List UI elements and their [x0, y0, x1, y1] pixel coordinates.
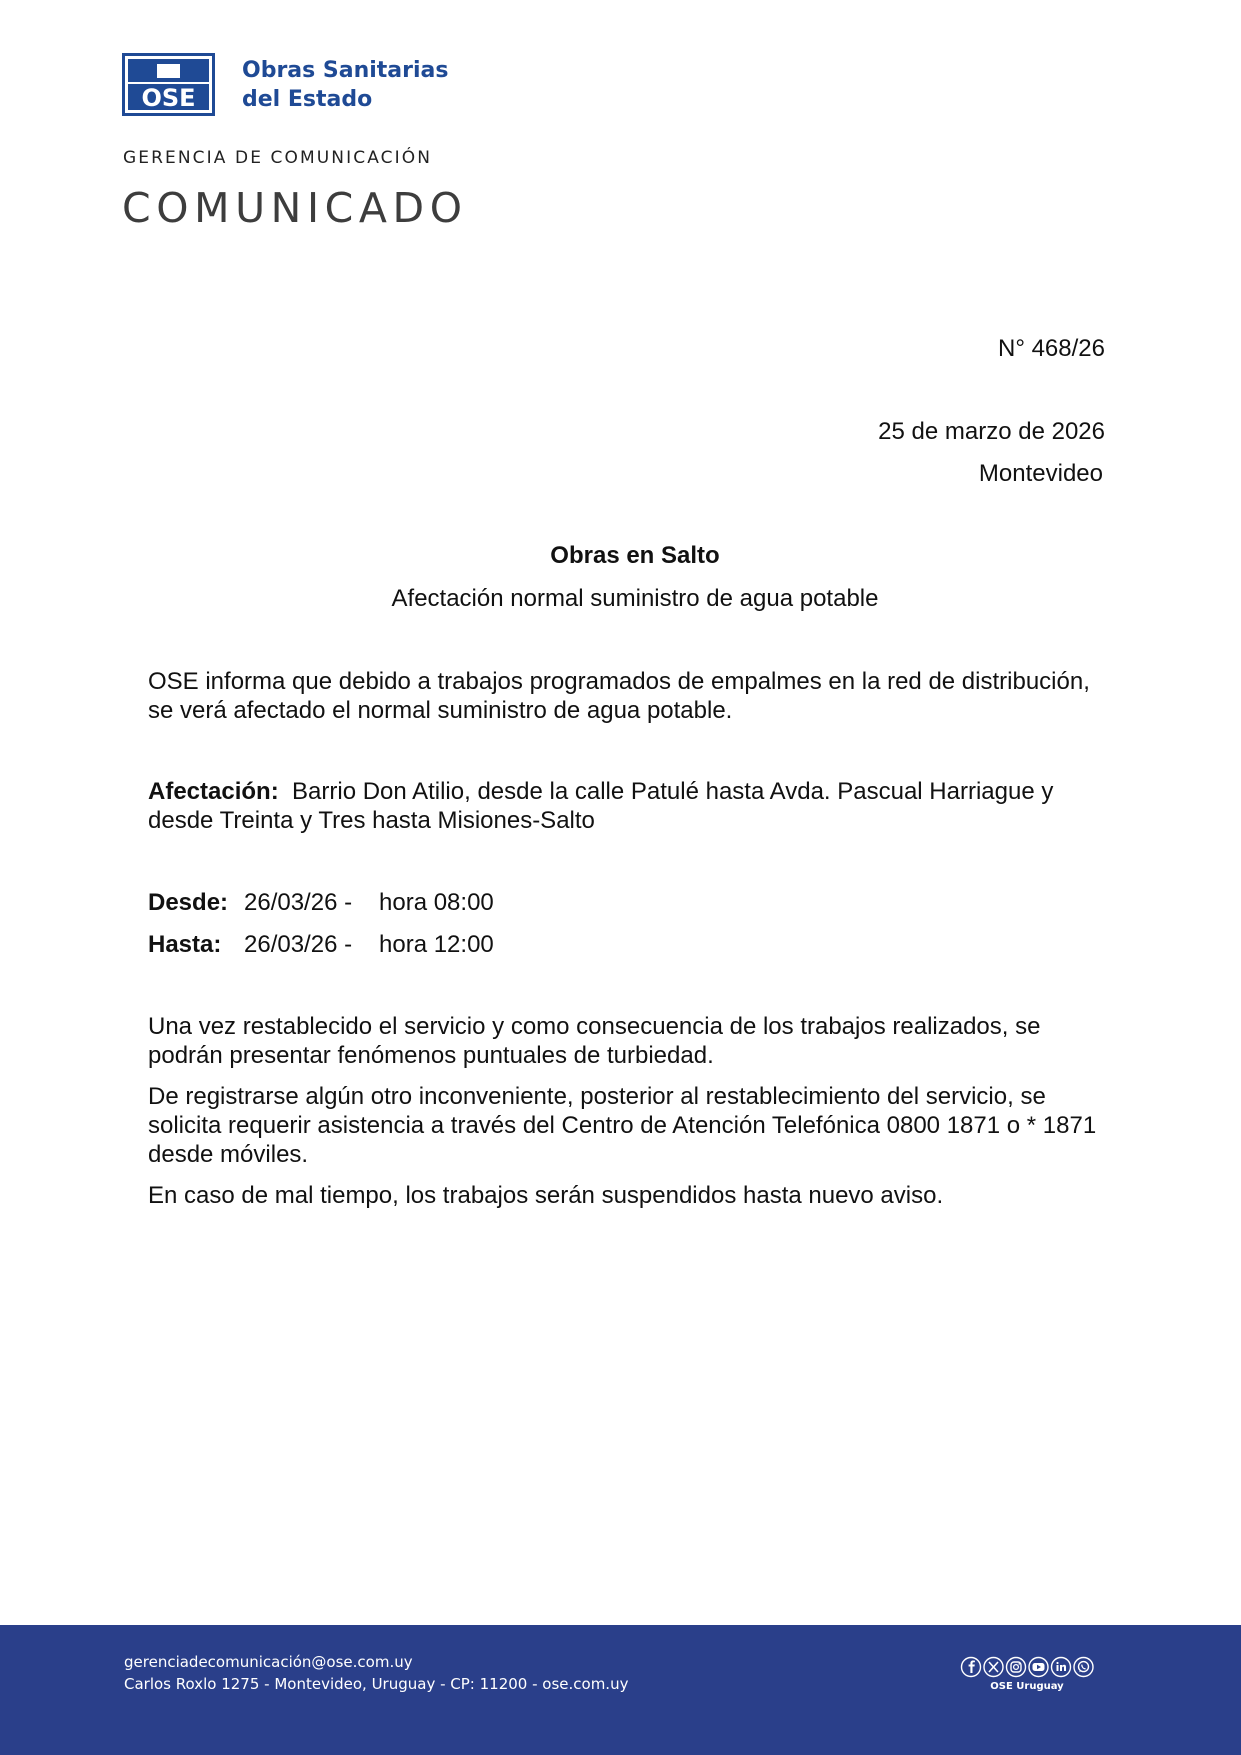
from-date: 26/03/26 -: [244, 889, 353, 916]
from-time: hora 08:00: [379, 889, 494, 916]
instagram-icon[interactable]: [1007, 1658, 1026, 1677]
announcement-title: Obras en Salto: [550, 542, 720, 569]
x-icon[interactable]: [984, 1658, 1003, 1677]
affected-text: Barrio Don Atilio, desde la calle Patulé hasta Avda. Pascual Harriague y desde Treinta y Tres hasta Misiones-Salto: [148, 778, 1054, 834]
document-city: Montevideo: [978, 460, 1103, 487]
affected-area: [148, 777, 1108, 835]
weather-paragraph: En caso de mal tiempo, los trabajos serán suspendidos hasta nuevo aviso.: [148, 1182, 944, 1209]
facebook-icon[interactable]: [962, 1658, 981, 1677]
logo-text: OSE: [141, 84, 196, 112]
ose-logo: [122, 53, 215, 116]
org-name-line2: del Estado: [242, 87, 373, 112]
department: GERENCIA DE COMUNICACIÓN: [123, 148, 433, 168]
to-label: Hasta:: [148, 931, 222, 958]
linkedin-icon[interactable]: [1052, 1658, 1071, 1677]
footer-address: Carlos Roxlo 1275 - Montevideo, Uruguay - CP: 11200 - ose.com.uy: [124, 1675, 629, 1693]
youtube-icon[interactable]: [1029, 1658, 1048, 1677]
from-label: Desde:: [148, 889, 229, 916]
document-number: N° 468/26: [997, 335, 1105, 362]
document-type: COMUNICADO: [122, 184, 468, 232]
turbidity-paragraph: Una vez restablecido el servicio y como consecuencia de los trabajos realizados, se podrán presentar fenómenos puntuales de turbiedad.: [148, 1013, 1041, 1069]
announcement-subtitle: Afectación normal suministro de agua potable: [391, 585, 879, 612]
org-name-line1: Obras Sanitarias: [242, 58, 449, 83]
footer-contact: [124, 1651, 628, 1695]
document-date: 25 de marzo de 2026: [878, 418, 1105, 445]
affected-label: Afectación:: [148, 778, 279, 805]
to-date: 26/03/26 -: [244, 931, 353, 958]
social-handle: OSE Uruguay: [990, 1681, 1064, 1692]
assistance-paragraph: De registrarse algún otro inconveniente, posterior al restablecimiento del servicio, se solicita requerir asistencia a través del Centro de Atención Telefónica 0800 1871 o * 1871 desde móviles.: [148, 1083, 1097, 1168]
intro-paragraph: OSE informa que debido a trabajos programados de empalmes en la red de distribución, se verá afectado el normal suministro de agua potable.: [148, 668, 1090, 724]
footer-email[interactable]: gerenciadecomunicación@ose.com.uy: [124, 1653, 413, 1671]
social-icons: [960, 1655, 1094, 1679]
whatsapp-icon[interactable]: [1074, 1658, 1093, 1677]
to-time: hora 12:00: [379, 931, 494, 958]
organization-name: [242, 56, 449, 114]
